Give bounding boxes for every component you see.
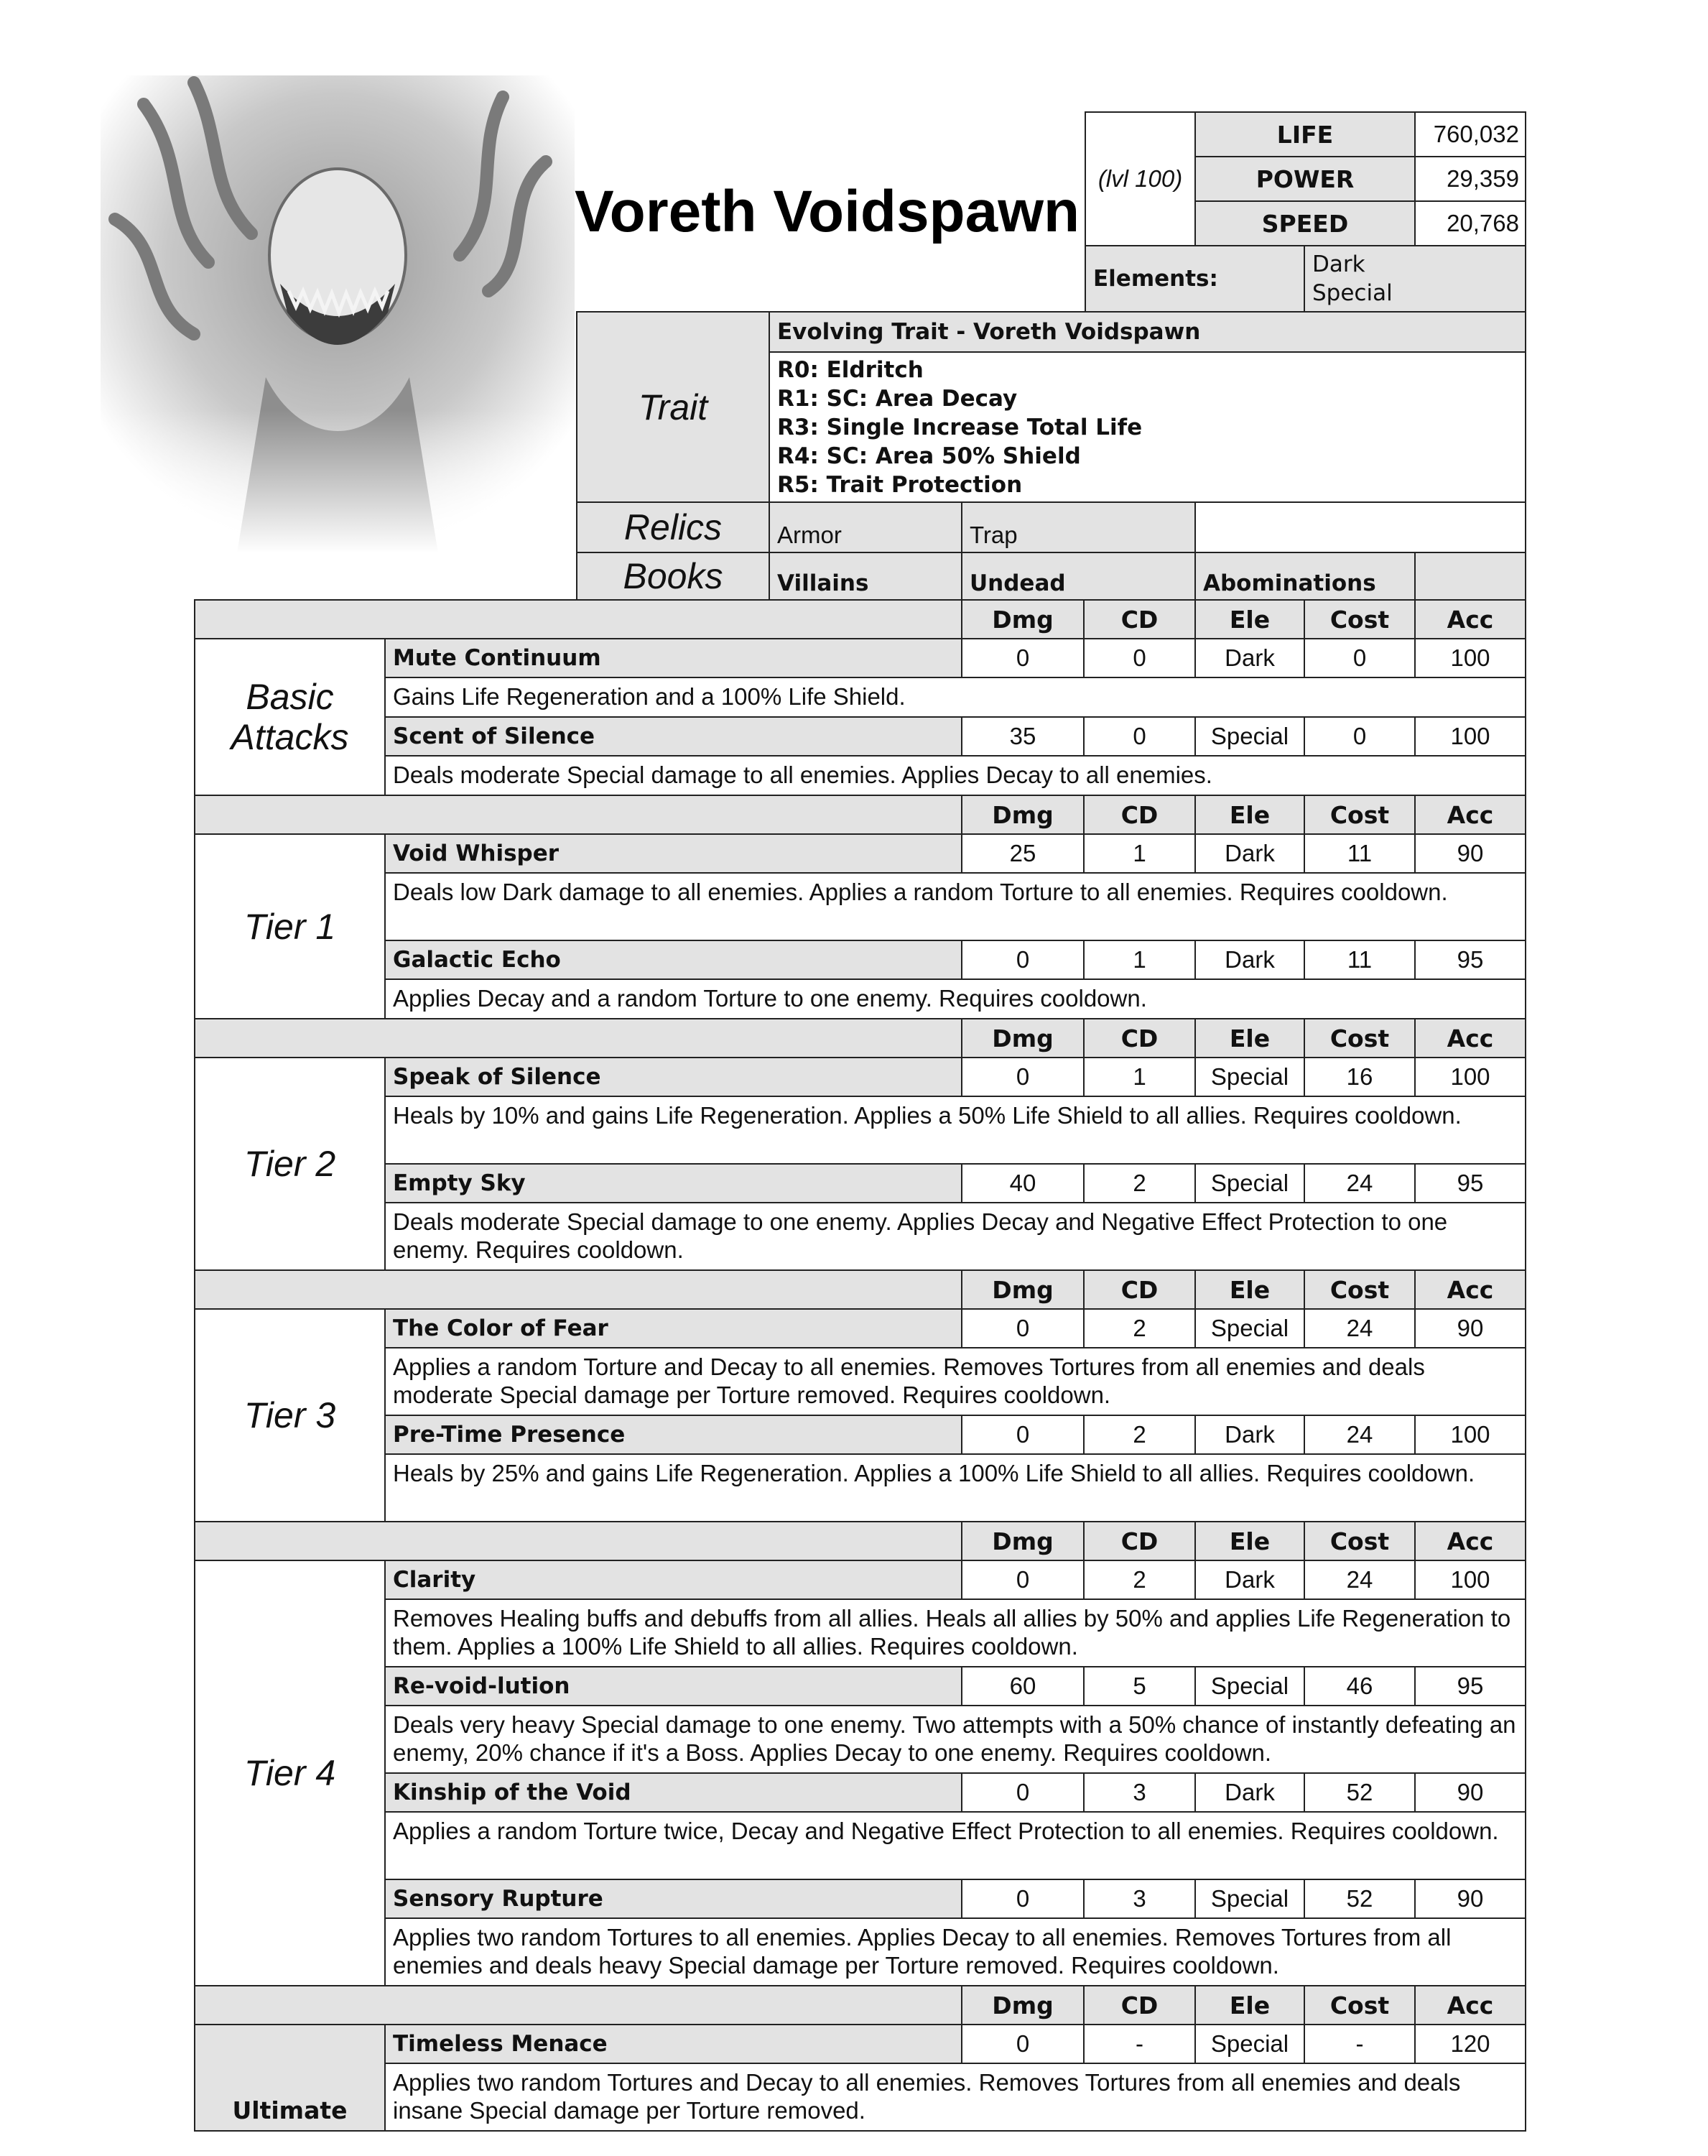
column-header-acc: Acc bbox=[1414, 599, 1526, 639]
move-dmg: 35 bbox=[961, 716, 1085, 757]
section-header-spacer bbox=[194, 1269, 962, 1310]
relic-item: Armor bbox=[769, 501, 962, 553]
stat-label-speed: SPEED bbox=[1194, 200, 1416, 246]
move-acc: 90 bbox=[1414, 1772, 1526, 1813]
move-ele: Dark bbox=[1194, 833, 1305, 874]
move-description: Gains Life Regeneration and a 100% Life Shield. bbox=[384, 677, 1526, 718]
move-acc: 100 bbox=[1414, 1057, 1526, 1097]
books-label: Books bbox=[576, 552, 770, 601]
move-cost: 52 bbox=[1304, 1879, 1416, 1919]
move-cost: 24 bbox=[1304, 1308, 1416, 1348]
column-header-ele: Ele bbox=[1194, 1269, 1305, 1310]
column-header-acc: Acc bbox=[1414, 1018, 1526, 1058]
move-name: Kinship of the Void bbox=[384, 1772, 962, 1813]
move-cd: 2 bbox=[1083, 1163, 1196, 1203]
column-header-acc: Acc bbox=[1414, 1521, 1526, 1561]
section-label-tier-1: Tier 1 bbox=[194, 833, 386, 1019]
move-acc: 95 bbox=[1414, 940, 1526, 980]
elements-list bbox=[1304, 245, 1526, 313]
move-description: Applies Decay and a random Torture to one enemy. Requires cooldown. bbox=[384, 978, 1526, 1019]
move-name: Galactic Echo bbox=[384, 940, 962, 980]
stat-value-speed: 20,768 bbox=[1414, 200, 1526, 246]
section-label-ultimate: Ultimate bbox=[194, 2024, 386, 2132]
move-name: The Color of Fear bbox=[384, 1308, 962, 1348]
move-name: Re-void-lution bbox=[384, 1666, 962, 1706]
section-label-tier-4: Tier 4 bbox=[194, 1560, 386, 1986]
move-ele: Special bbox=[1194, 1057, 1305, 1097]
column-header-cd: CD bbox=[1083, 1521, 1196, 1561]
move-dmg: 60 bbox=[961, 1666, 1085, 1706]
stat-label-power: POWER bbox=[1194, 156, 1416, 202]
move-description: Deals moderate Special damage to all enemies. Applies Decay to all enemies. bbox=[384, 755, 1526, 796]
book-item: Undead bbox=[961, 552, 1196, 601]
move-dmg: 0 bbox=[961, 638, 1085, 678]
relic-item: Trap bbox=[961, 501, 1196, 553]
move-description: Applies two random Tortures to all enemies. Applies Decay to all enemies. Removes Tortures from all enemies and deals heavy Special damage per Torture removed. Requires cooldown. bbox=[384, 1917, 1526, 1986]
trait-rank: R5: Trait Protection bbox=[777, 471, 1023, 498]
trait-title: Evolving Trait - Voreth Voidspawn bbox=[769, 311, 1526, 353]
move-dmg: 40 bbox=[961, 1163, 1085, 1203]
move-cd: 1 bbox=[1083, 1057, 1196, 1097]
book-item bbox=[1414, 552, 1526, 601]
move-acc: 100 bbox=[1414, 638, 1526, 678]
move-ele: Special bbox=[1194, 1666, 1305, 1706]
book-item: Abominations bbox=[1194, 552, 1416, 601]
column-header-cost: Cost bbox=[1304, 599, 1416, 639]
move-dmg: 0 bbox=[961, 1879, 1085, 1919]
column-header-acc: Acc bbox=[1414, 1985, 1526, 2025]
move-cost: 52 bbox=[1304, 1772, 1416, 1813]
move-cd: 3 bbox=[1083, 1879, 1196, 1919]
column-header-dmg: Dmg bbox=[961, 599, 1085, 639]
trait-rank: R1: SC: Area Decay bbox=[777, 385, 1018, 412]
column-header-acc: Acc bbox=[1414, 1269, 1526, 1310]
move-acc: 100 bbox=[1414, 1415, 1526, 1455]
move-dmg: 25 bbox=[961, 833, 1085, 874]
column-header-cost: Cost bbox=[1304, 1521, 1416, 1561]
relic-item bbox=[1194, 501, 1526, 553]
move-description: Applies a random Torture and Decay to all enemies. Removes Tortures from all enemies and deals moderate Special damage per Torture removed. Requires cooldown. bbox=[384, 1347, 1526, 1416]
column-header-acc: Acc bbox=[1414, 795, 1526, 835]
move-description: Deals moderate Special damage to one enemy. Applies Decay and Negative Effect Protection to one enemy. Requires cooldown. bbox=[384, 1202, 1526, 1271]
move-ele: Dark bbox=[1194, 1772, 1305, 1813]
stat-value-life: 760,032 bbox=[1414, 111, 1526, 157]
section-header-spacer bbox=[194, 1985, 962, 2025]
column-header-dmg: Dmg bbox=[961, 1018, 1085, 1058]
column-header-cost: Cost bbox=[1304, 795, 1416, 835]
move-cost: 24 bbox=[1304, 1560, 1416, 1600]
move-description: Heals by 25% and gains Life Regeneration. Applies a 100% Life Shield to all allies. Requires cooldown. bbox=[384, 1453, 1526, 1522]
move-cd: 2 bbox=[1083, 1560, 1196, 1600]
move-cd: 2 bbox=[1083, 1308, 1196, 1348]
trait-rank: R0: Eldritch bbox=[777, 356, 924, 383]
column-header-cost: Cost bbox=[1304, 1269, 1416, 1310]
move-acc: 100 bbox=[1414, 716, 1526, 757]
section-header-spacer bbox=[194, 599, 962, 639]
move-ele: Special bbox=[1194, 1879, 1305, 1919]
elements-label: Elements: bbox=[1085, 245, 1305, 313]
move-dmg: 0 bbox=[961, 1057, 1085, 1097]
move-ele: Special bbox=[1194, 1163, 1305, 1203]
move-name: Clarity bbox=[384, 1560, 962, 1600]
move-description: Removes Healing buffs and debuffs from all allies. Heals all allies by 50% and applies Life Regeneration to them. Applies a 100% Life Shield to all allies. Requires cooldown. bbox=[384, 1599, 1526, 1667]
section-label-tier-3: Tier 3 bbox=[194, 1308, 386, 1522]
trait-ranks bbox=[769, 351, 1526, 503]
move-name: Sensory Rupture bbox=[384, 1879, 962, 1919]
move-cost: 16 bbox=[1304, 1057, 1416, 1097]
move-name: Mute Continuum bbox=[384, 638, 962, 678]
move-name: Speak of Silence bbox=[384, 1057, 962, 1097]
move-ele: Dark bbox=[1194, 638, 1305, 678]
move-acc: 120 bbox=[1414, 2024, 1526, 2064]
column-header-ele: Ele bbox=[1194, 599, 1305, 639]
column-header-dmg: Dmg bbox=[961, 795, 1085, 835]
column-header-cd: CD bbox=[1083, 1018, 1196, 1058]
element-dark: Dark bbox=[1312, 251, 1365, 277]
character-portrait bbox=[101, 75, 575, 553]
move-name: Scent of Silence bbox=[384, 716, 962, 757]
move-acc: 100 bbox=[1414, 1560, 1526, 1600]
move-cost: 24 bbox=[1304, 1163, 1416, 1203]
move-acc: 90 bbox=[1414, 1879, 1526, 1919]
column-header-cd: CD bbox=[1083, 599, 1196, 639]
column-header-ele: Ele bbox=[1194, 1018, 1305, 1058]
move-cd: 3 bbox=[1083, 1772, 1196, 1813]
move-cost: 0 bbox=[1304, 638, 1416, 678]
column-header-cost: Cost bbox=[1304, 1018, 1416, 1058]
move-name: Void Whisper bbox=[384, 833, 962, 874]
move-cd: 5 bbox=[1083, 1666, 1196, 1706]
move-acc: 90 bbox=[1414, 833, 1526, 874]
move-cd: 0 bbox=[1083, 638, 1196, 678]
move-cost: - bbox=[1304, 2024, 1416, 2064]
move-acc: 95 bbox=[1414, 1163, 1526, 1203]
trait-rank: R3: Single Increase Total Life bbox=[777, 414, 1143, 440]
move-description: Applies a random Torture twice, Decay and Negative Effect Protection to all enemies. Requires cooldown. bbox=[384, 1811, 1526, 1880]
move-ele: Special bbox=[1194, 716, 1305, 757]
section-header-spacer bbox=[194, 1018, 962, 1058]
move-cost: 0 bbox=[1304, 716, 1416, 757]
column-header-cd: CD bbox=[1083, 1985, 1196, 2025]
move-ele: Special bbox=[1194, 2024, 1305, 2064]
move-dmg: 0 bbox=[961, 1415, 1085, 1455]
move-cd: 1 bbox=[1083, 940, 1196, 980]
move-ele: Dark bbox=[1194, 1560, 1305, 1600]
book-item: Villains bbox=[769, 552, 962, 601]
move-name: Empty Sky bbox=[384, 1163, 962, 1203]
trait-rank: R4: SC: Area 50% Shield bbox=[777, 443, 1081, 469]
move-dmg: 0 bbox=[961, 940, 1085, 980]
move-ele: Dark bbox=[1194, 1415, 1305, 1455]
move-description: Deals low Dark damage to all enemies. Applies a random Torture to all enemies. Requires cooldown. bbox=[384, 872, 1526, 941]
element-special: Special bbox=[1312, 280, 1393, 306]
move-cost: 11 bbox=[1304, 833, 1416, 874]
section-label-tier-2: Tier 2 bbox=[194, 1057, 386, 1271]
level-label: (lvl 100) bbox=[1085, 111, 1196, 246]
move-name: Timeless Menace bbox=[384, 2024, 962, 2064]
column-header-dmg: Dmg bbox=[961, 1269, 1085, 1310]
move-description: Heals by 10% and gains Life Regeneration. Applies a 50% Life Shield to all allies. Requires cooldown. bbox=[384, 1096, 1526, 1165]
column-header-cost: Cost bbox=[1304, 1985, 1416, 2025]
move-acc: 90 bbox=[1414, 1308, 1526, 1348]
move-cd: 1 bbox=[1083, 833, 1196, 874]
move-dmg: 0 bbox=[961, 1560, 1085, 1600]
section-label-basic-attacks: Basic Attacks bbox=[194, 638, 386, 796]
stat-label-life: LIFE bbox=[1194, 111, 1416, 157]
section-header-spacer bbox=[194, 1521, 962, 1561]
column-header-cd: CD bbox=[1083, 795, 1196, 835]
move-name: Pre-Time Presence bbox=[384, 1415, 962, 1455]
move-description: Applies two random Tortures and Decay to all enemies. Removes Tortures from all enemies and deals insane Special damage per Torture removed. bbox=[384, 2063, 1526, 2132]
column-header-dmg: Dmg bbox=[961, 1521, 1085, 1561]
move-ele: Dark bbox=[1194, 940, 1305, 980]
move-cost: 11 bbox=[1304, 940, 1416, 980]
character-name: Voreth Voidspawn bbox=[575, 179, 1080, 244]
move-dmg: 0 bbox=[961, 1308, 1085, 1348]
trait-label: Trait bbox=[576, 311, 770, 503]
move-description: Deals very heavy Special damage to one enemy. Two attempts with a 50% chance of instantly defeating an enemy, 20% chance if it's a Boss. Applies Decay to one enemy. Requires cooldown. bbox=[384, 1705, 1526, 1774]
move-cost: 24 bbox=[1304, 1415, 1416, 1455]
column-header-ele: Ele bbox=[1194, 1521, 1305, 1561]
relics-label: Relics bbox=[576, 501, 770, 553]
move-cd: 0 bbox=[1083, 716, 1196, 757]
stat-value-power: 29,359 bbox=[1414, 156, 1526, 202]
move-acc: 95 bbox=[1414, 1666, 1526, 1706]
column-header-ele: Ele bbox=[1194, 795, 1305, 835]
column-header-cd: CD bbox=[1083, 1269, 1196, 1310]
column-header-ele: Ele bbox=[1194, 1985, 1305, 2025]
move-dmg: 0 bbox=[961, 1772, 1085, 1813]
move-ele: Special bbox=[1194, 1308, 1305, 1348]
move-cost: 46 bbox=[1304, 1666, 1416, 1706]
move-cd: 2 bbox=[1083, 1415, 1196, 1455]
column-header-dmg: Dmg bbox=[961, 1985, 1085, 2025]
section-header-spacer bbox=[194, 795, 962, 835]
move-cd: - bbox=[1083, 2024, 1196, 2064]
move-dmg: 0 bbox=[961, 2024, 1085, 2064]
